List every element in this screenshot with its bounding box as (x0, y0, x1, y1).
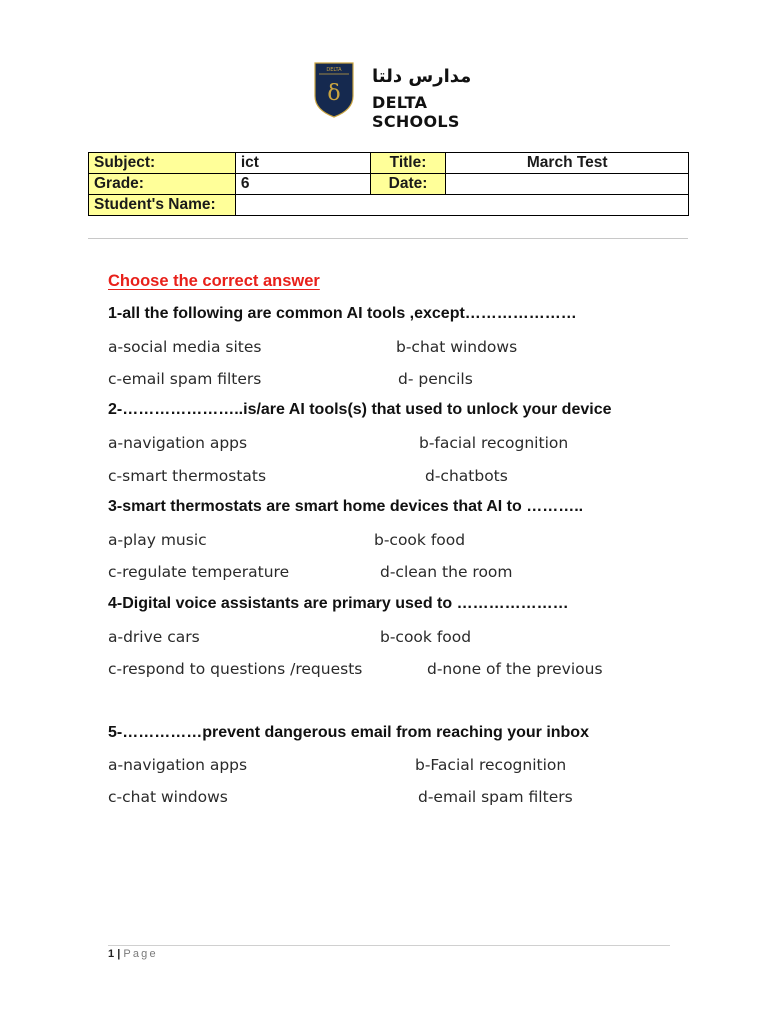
q4-option-b: b-cook food (380, 628, 472, 646)
q1-option-b: b-chat windows (396, 338, 518, 356)
q4-option-a: a-drive cars (108, 628, 200, 646)
q4-option-d: d-none of the previous (427, 660, 603, 678)
q1-option-d: d- pencils (398, 370, 473, 388)
q5-option-c: c-chat windows (108, 788, 228, 806)
q5-option-a: a-navigation apps (108, 756, 248, 774)
student-name-label: Student's Name: (89, 195, 236, 216)
q3-option-b: b-cook food (374, 531, 466, 549)
table-row (89, 195, 689, 216)
subject-label: Subject: (89, 153, 236, 174)
delta-shield-icon (314, 62, 354, 118)
student-name-value (235, 195, 688, 216)
logo-arabic-text: مدارس دلتا (372, 66, 472, 87)
q3-option-a: a-play music (108, 531, 207, 549)
q4-option-c: c-respond to questions /requests (108, 660, 363, 678)
question-2: 2-…………………..is/are AI tools(s) that used to unlock your device (108, 401, 612, 418)
q3-option-d: d-clean the room (380, 563, 513, 581)
q2-option-b: b-facial recognition (419, 434, 569, 452)
page-footer (108, 948, 158, 960)
student-info-table (88, 152, 689, 216)
q5-option-d: d-email spam filters (418, 788, 573, 806)
question-1: 1-all the following are common AI tools ,except………………… (108, 305, 577, 322)
q3-option-c: c-regulate temperature (108, 563, 290, 581)
q5-option-b: b-Facial recognition (415, 756, 567, 774)
date-label: Date: (370, 174, 446, 195)
q2-option-c: c-smart thermostats (108, 467, 267, 485)
q1-option-a: a-social media sites (108, 338, 262, 356)
question-4: 4-Digital voice assistants are primary used to ………………… (108, 595, 569, 612)
emblem-text: DELTA (326, 67, 342, 73)
title-value: March Test (446, 153, 689, 174)
table-row (89, 153, 689, 174)
section-heading: Choose the correct answer (108, 272, 320, 290)
grade-label: Grade: (89, 174, 236, 195)
question-3: 3-smart thermostats are smart home devices that AI to ……….. (108, 498, 584, 515)
date-value (446, 174, 689, 195)
subject-value: ict (235, 153, 370, 174)
title-label: Title: (370, 153, 446, 174)
page-word: Page (123, 948, 158, 960)
footer-divider (108, 945, 670, 946)
header-divider (88, 238, 688, 239)
q2-option-d: d-chatbots (425, 467, 508, 485)
school-logo (314, 62, 514, 131)
page-number: 1 (108, 948, 115, 960)
q2-option-a: a-navigation apps (108, 434, 248, 452)
emblem-glyph: δ (327, 81, 341, 106)
logo-english-text: DELTA SCHOOLS (372, 93, 460, 131)
q1-option-c: c-email spam filters (108, 370, 262, 388)
question-5: 5-……………prevent dangerous email from reaching your inbox (108, 724, 589, 741)
table-row (89, 174, 689, 195)
grade-value: 6 (235, 174, 370, 195)
page-separator: | (117, 948, 121, 960)
